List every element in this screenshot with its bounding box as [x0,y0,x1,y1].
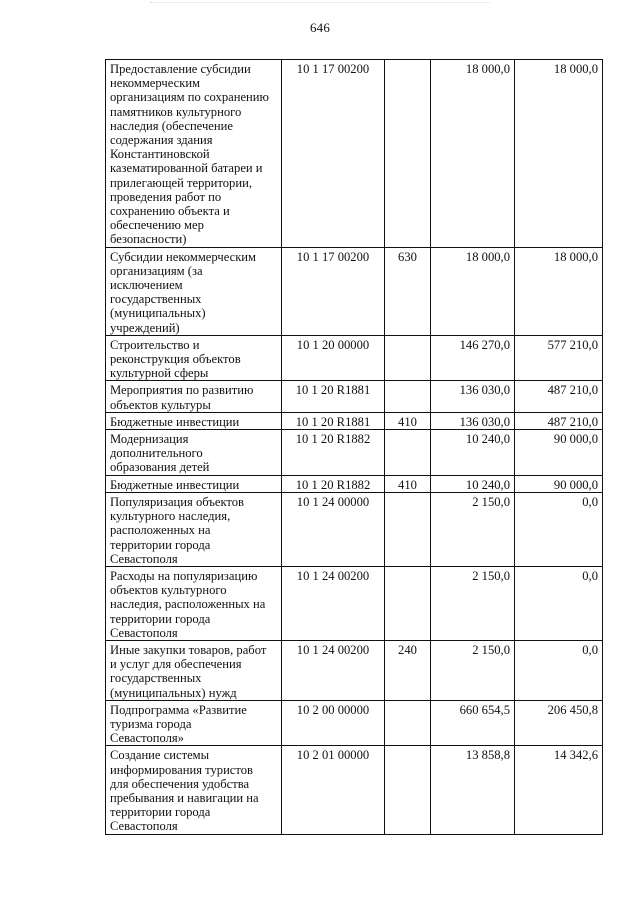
row-type-cell [385,381,431,412]
row-type-cell: 240 [385,640,431,700]
row-value-1-cell: 18 000,0 [431,60,515,248]
table-row [106,381,603,412]
row-code-cell: 10 1 24 00200 [282,566,385,640]
row-type-cell [385,492,431,566]
table-row [106,60,603,248]
row-value-2-cell: 206 450,8 [515,700,603,746]
table-row [106,430,603,476]
row-value-2-cell: 90 000,0 [515,475,603,492]
row-value-1-cell: 2 150,0 [431,640,515,700]
row-value-2-cell: 90 000,0 [515,430,603,476]
row-name-cell: Мероприятия по развитию объектов культуры [106,381,282,412]
row-code-cell: 10 1 20 R1882 [282,475,385,492]
row-code-cell: 10 1 20 00000 [282,335,385,381]
row-code-cell: 10 1 17 00200 [282,60,385,248]
table-row [106,475,603,492]
row-code-cell: 10 1 24 00000 [282,492,385,566]
table-row [106,640,603,700]
page-number: 646 [309,20,331,35]
table-row [106,412,603,429]
row-value-1-cell: 660 654,5 [431,700,515,746]
row-type-cell: 410 [385,475,431,492]
row-value-2-cell: 0,0 [515,640,603,700]
row-name-cell: Бюджетные инвестиции [106,412,282,429]
row-value-1-cell: 18 000,0 [431,247,515,335]
row-type-cell [385,430,431,476]
row-value-2-cell: 0,0 [515,566,603,640]
row-code-cell: 10 2 01 00000 [282,746,385,834]
row-value-1-cell: 2 150,0 [431,492,515,566]
table-row [106,247,603,335]
row-value-1-cell: 13 858,8 [431,746,515,834]
row-value-2-cell: 0,0 [515,492,603,566]
row-value-2-cell: 577 210,0 [515,335,603,381]
row-code-cell: 10 1 20 R1882 [282,430,385,476]
row-value-1-cell: 10 240,0 [431,430,515,476]
row-code-cell: 10 1 24 00200 [282,640,385,700]
row-value-1-cell: 146 270,0 [431,335,515,381]
table-row [106,746,603,834]
row-code-cell: 10 1 20 R1881 [282,381,385,412]
row-type-cell: 410 [385,412,431,429]
row-name-cell: Иные закупки товаров, работ и услуг для обеспечения государственных (муниципальных) нужд [106,640,282,700]
table-row [106,492,603,566]
row-name-cell: Строительство и реконструкция объектов культурной сферы [106,335,282,381]
row-type-cell [385,566,431,640]
budget-table [105,59,603,835]
row-name-cell: Бюджетные инвестиции [106,475,282,492]
row-code-cell: 10 2 00 00000 [282,700,385,746]
row-name-cell: Предоставление субсидии некоммерческим организациям по сохранению памятников культурного наследия (обеспечение содержания здания Константиновской казематированной батареи и прилегающей территории, проведения работ по сохранению объекта и обеспечению мер безопасности) [106,60,282,248]
table-row [106,700,603,746]
row-value-1-cell: 136 030,0 [431,381,515,412]
table-row [106,566,603,640]
row-value-1-cell: 10 240,0 [431,475,515,492]
row-type-cell [385,700,431,746]
scan-artifact [150,2,490,7]
row-name-cell: Создание системы информирования туристов для обеспечения удобства пребывания и навигации на территории города Севастополя [106,746,282,834]
row-value-2-cell: 18 000,0 [515,247,603,335]
table-row [106,335,603,381]
budget-table-body [106,60,603,835]
row-value-2-cell: 487 210,0 [515,381,603,412]
row-type-cell [385,60,431,248]
row-name-cell: Подпрограмма «Развитие туризма города Севастополя» [106,700,282,746]
row-value-2-cell: 18 000,0 [515,60,603,248]
row-name-cell: Популяризация объектов культурного наследия, расположенных на территории города Севастополя [106,492,282,566]
row-value-1-cell: 136 030,0 [431,412,515,429]
row-code-cell: 10 1 17 00200 [282,247,385,335]
row-name-cell: Модернизация дополнительного образования детей [106,430,282,476]
row-name-cell: Расходы на популяризацию объектов культурного наследия, расположенных на территории города Севастополя [106,566,282,640]
row-type-cell [385,335,431,381]
row-name-cell: Субсидии некоммерческим организациям (за исключением государственных (муниципальных) учреждений) [106,247,282,335]
row-type-cell: 630 [385,247,431,335]
row-value-2-cell: 14 342,6 [515,746,603,834]
row-value-2-cell: 487 210,0 [515,412,603,429]
row-type-cell [385,746,431,834]
row-code-cell: 10 1 20 R1881 [282,412,385,429]
row-value-1-cell: 2 150,0 [431,566,515,640]
